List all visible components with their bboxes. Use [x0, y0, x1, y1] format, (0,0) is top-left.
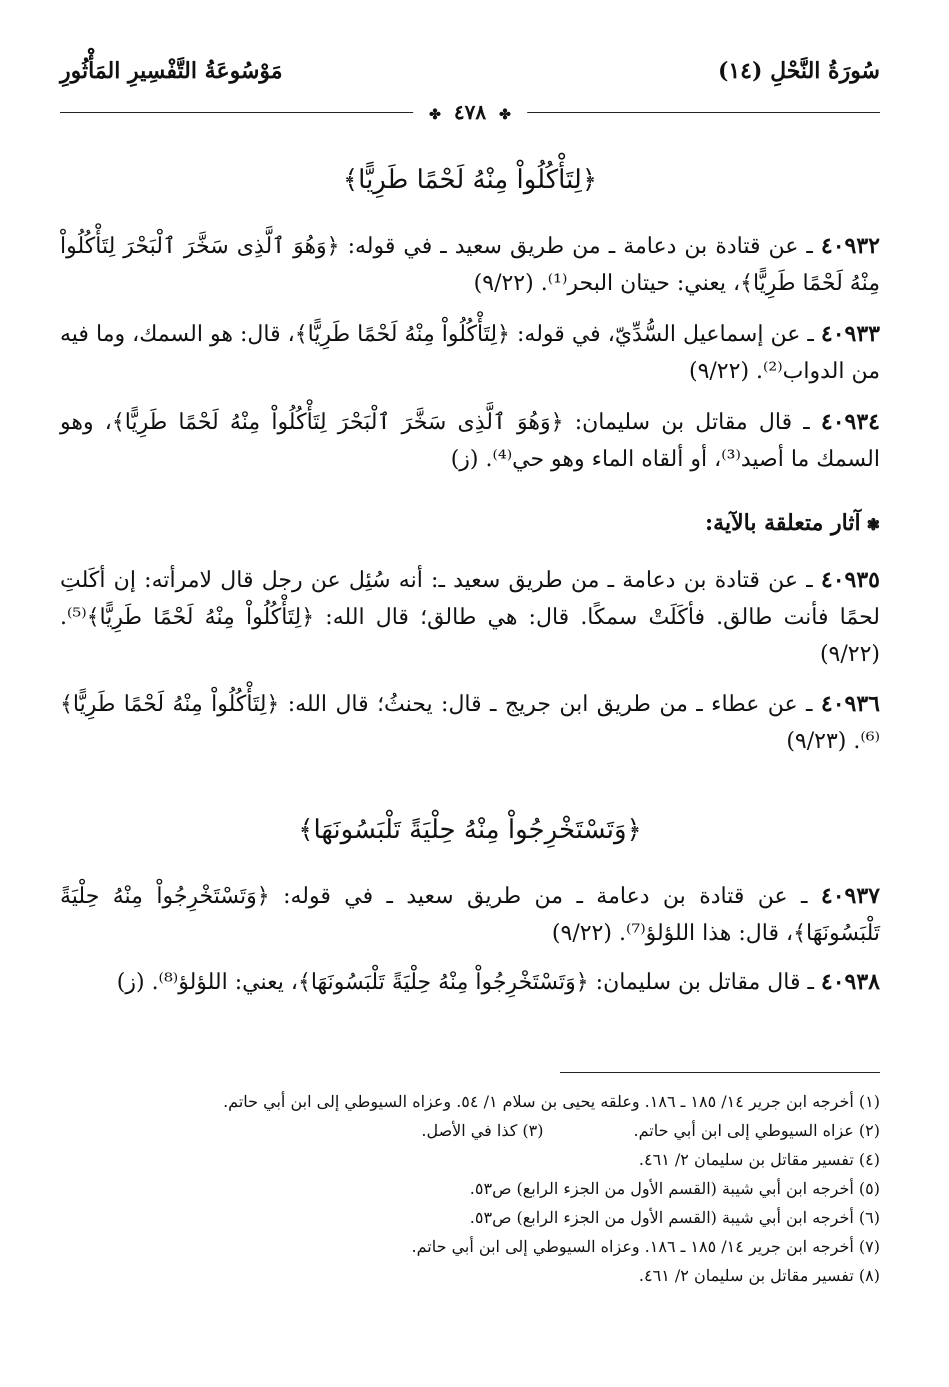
entry	[60, 964, 880, 1001]
ornament-icon: ✤	[499, 107, 511, 123]
footnote-rule	[560, 1072, 880, 1073]
entry-text: ـ عن قتادة بن دعامة ـ من طريق سعيد ـ في قوله: ﴿وَهُوَ ٱلَّذِى سَخَّرَ ٱلْبَحْرَ لِتَأْكُلُواْ مِنْهُ لَحْمًا طَرِيًّا﴾، يعني: حيتان البحر⁽¹⁾. (٩/٢٢)	[60, 234, 880, 296]
footnotes	[60, 1087, 880, 1290]
footnote: (٣) كذا في الأصل.	[421, 1121, 544, 1140]
verse-heading	[60, 815, 880, 845]
entry-number: ٤٠٩٣٦	[820, 691, 880, 717]
surah-title: سُورَةُ النَّحْلِ (١٤)	[717, 58, 880, 84]
verse-heading-text: ﴿لِتَأْكُلُواْ مِنْهُ لَحْمًا طَرِيًّا﴾	[342, 165, 598, 195]
footnote: (٤) تفسير مقاتل بن سليمان ٢/ ٤٦١.	[638, 1150, 880, 1169]
entry-text: ـ عن قتادة بن دعامة ـ من طريق سعيد ـ في قوله: ﴿وَتَسْتَخْرِجُواْ مِنْهُ حِلْيَةً تَلْبَسُونَهَا﴾، قال: هذا اللؤلؤ⁽⁷⁾. (٩/٢٢)	[60, 884, 880, 946]
running-head	[60, 58, 880, 124]
footnote: (٢) عزاه السيوطي إلى ابن أبي حاتم.	[633, 1121, 880, 1140]
entry-number: ٤٠٩٣٢	[820, 233, 880, 259]
footnote: (٦) أخرجه ابن أبي شيبة (القسم الأول من الجزء الرابع) ص٥٣.	[469, 1208, 880, 1227]
entry-number: ٤٠٩٣٣	[820, 321, 880, 347]
section-heading	[705, 510, 880, 536]
entry-text: ـ عن قتادة بن دعامة ـ من طريق سعيد ـ: أنه سُئِل عن رجل قال لامرأته: إن أكَلتِ لحمًا فأنت طالق. فأكَلَتْ سمكًا. قال: هي طالق؛ قال الله: ﴿لِتَأْكُلُواْ مِنْهُ لَحْمًا طَرِيًّا﴾⁽⁵⁾. (٩/٢٢)	[60, 568, 880, 667]
verse-heading	[60, 165, 880, 195]
footnote: (٨) تفسير مقاتل بن سليمان ٢/ ٤٦١.	[638, 1266, 880, 1285]
entry	[60, 686, 880, 760]
footnote-row	[60, 1116, 880, 1145]
document-page	[60, 40, 880, 1360]
page-number-box	[413, 100, 527, 124]
page-number: ٤٧٨	[453, 100, 487, 124]
flower-ornament-icon: ❃	[866, 515, 880, 534]
footnote: (٧) أخرجه ابن جرير ١٤/ ١٨٥ ـ ١٨٦. وعزاه السيوطي إلى ابن أبي حاتم.	[411, 1237, 880, 1256]
entry-number: ٤٠٩٣٥	[820, 567, 880, 593]
entry	[60, 562, 880, 673]
entry	[60, 316, 880, 390]
entry-text: ـ قال مقاتل بن سليمان: ﴿وَهُوَ ٱلَّذِى سَخَّرَ ٱلْبَحْرَ لِتَأْكُلُواْ مِنْهُ لَحْمًا طَرِيًّا﴾، وهو السمك ما أصيد⁽³⁾، أو ألقاه الماء وهو حي⁽⁴⁾. (ز)	[60, 410, 880, 472]
entry-text: ـ عن إسماعيل السُّدِّيّ، في قوله: ﴿لِتَأْكُلُواْ مِنْهُ لَحْمًا طَرِيًّا﴾، قال: هو السمك، وما فيه من الدواب⁽²⁾. (٩/٢٢)	[60, 322, 880, 384]
entry	[60, 878, 880, 952]
ornament-icon: ✤	[429, 107, 441, 123]
entry-text: ـ عن عطاء ـ من طريق ابن جريج ـ قال: يحنثُ؛ قال الله: ﴿لِتَأْكُلُواْ مِنْهُ لَحْمًا طَرِيًّا﴾⁽⁶⁾. (٩/٢٣)	[60, 692, 880, 754]
entry-text: ـ قال مقاتل بن سليمان: ﴿وَتَسْتَخْرِجُواْ مِنْهُ حِلْيَةً تَلْبَسُونَهَا﴾، يعني: اللؤلؤ⁽⁸⁾. (ز)	[116, 970, 821, 995]
verse-heading-text: ﴿وَتَسْتَخْرِجُواْ مِنْهُ حِلْيَةً تَلْبَسُونَهَا﴾	[298, 815, 642, 845]
section-heading-text: آثار متعلقة بالآية:	[705, 510, 861, 536]
entry-number: ٤٠٩٣٧	[820, 883, 880, 909]
footnote: (١) أخرجه ابن جرير ١٤/ ١٨٥ ـ ١٨٦. وعلقه يحيى بن سلام ١/ ٥٤. وعزاه السيوطي إلى ابن أبي حاتم.	[223, 1092, 880, 1111]
footnote: (٥) أخرجه ابن أبي شيبة (القسم الأول من الجزء الرابع) ص٥٣.	[469, 1179, 880, 1198]
entry-number: ٤٠٩٣٤	[820, 409, 880, 435]
book-title: مَوْسُوعَةُ التَّفْسِيرِ المَأْثُورِ	[60, 58, 283, 84]
entry-number: ٤٠٩٣٨	[820, 969, 880, 995]
entry	[60, 404, 880, 478]
entry	[60, 228, 880, 302]
